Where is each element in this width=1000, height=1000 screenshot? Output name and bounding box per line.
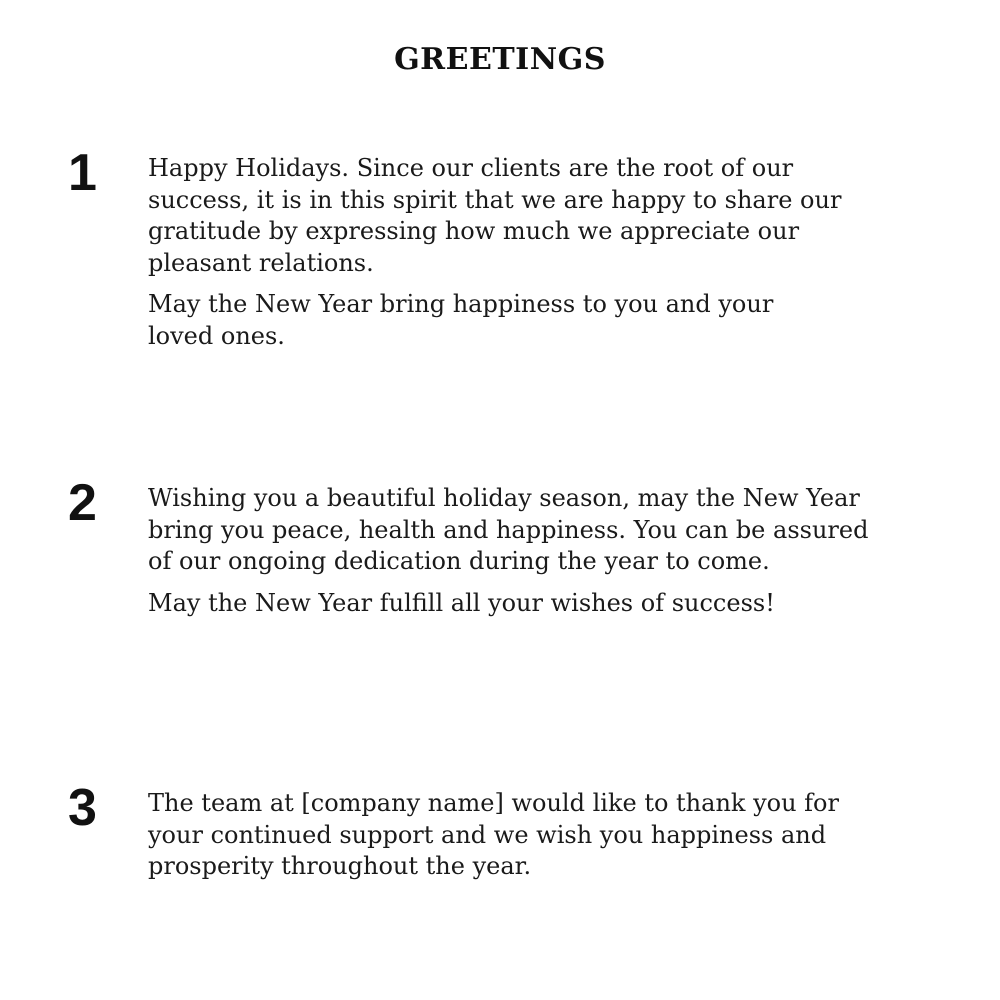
greeting-number: 2 (68, 474, 97, 532)
greeting-paragraph: May the New Year fulfill all your wishes of success! (148, 588, 775, 617)
greeting-number: 3 (68, 779, 97, 837)
greeting-text (148, 788, 928, 893)
greeting-number: 1 (68, 144, 97, 202)
greeting-paragraph: The team at [company name] would like to thank you for your continued support and we wish you happiness and prosperity throughout the year. (148, 789, 839, 880)
greeting-paragraph: May the New Year bring happiness to you and your loved ones. (148, 290, 774, 350)
greeting-text (148, 483, 928, 629)
greeting-text (148, 153, 928, 362)
greeting-paragraph: Happy Holidays. Since our clients are the root of our success, it is in this spirit that we are happy to share our gratitude by expressing how much we appreciate our pleasant relations. (148, 154, 842, 277)
page-title: GREETINGS (394, 42, 606, 77)
greeting-paragraph: Wishing you a beautiful holiday season, may the New Year bring you peace, health and happiness. You can be assured of our ongoing dedication during the year to come. (148, 484, 869, 575)
